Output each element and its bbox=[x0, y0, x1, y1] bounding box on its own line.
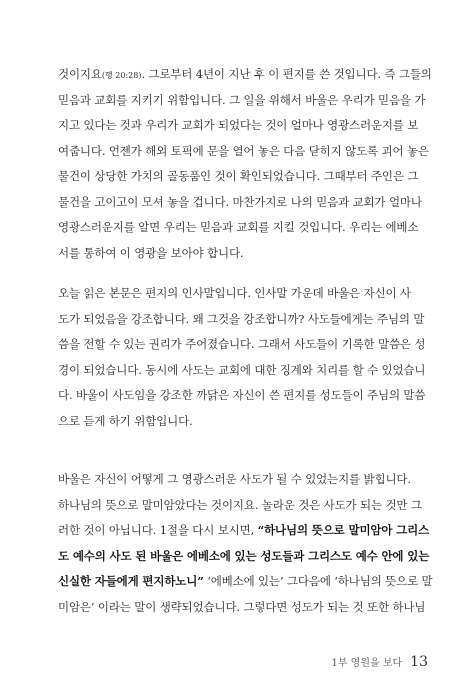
text-segment: 영광스러운지를 알면 우리는 믿음과 교회를 지킬 것입니다. 우리는 에베소 bbox=[58, 220, 419, 234]
text-segment: 도가 되었음을 강조합니다. 왜 그것을 강조합니까? 사도들에게는 주님의 말 bbox=[58, 311, 425, 326]
text-segment: 물건을 고이고이 모셔 놓을 겁니다. 마찬가지로 나의 믿음과 교회가 얼마나 bbox=[58, 194, 422, 209]
emphasized-quote: 신실한 자들에게 편지하노니” bbox=[58, 574, 204, 588]
text-segment: 바울은 자신이 어떻게 그 영광스러운 사도가 될 수 있었는지를 밝힙니다. bbox=[58, 472, 411, 486]
emphasized-quote: “하나님의 뜻으로 말미암아 그리스 bbox=[257, 523, 430, 537]
text-line bbox=[58, 241, 432, 267]
text-line bbox=[58, 88, 432, 114]
text-line bbox=[58, 215, 432, 241]
paragraph-3 bbox=[58, 467, 433, 620]
text-segment: 경이 되었습니다. 동시에 사도는 교회에 대한 징계와 치리를 할 수 있었습니 bbox=[58, 362, 426, 377]
emphasized-quote: 도 예수의 사도 된 바울은 에베소에 있는 성도들과 그리스도 예수 안에 있는 bbox=[58, 548, 430, 563]
text-line bbox=[58, 493, 433, 519]
text-segment: 러한 것이 아닙니다. 1절을 다시 보시면, bbox=[58, 523, 258, 537]
text-line bbox=[58, 358, 425, 384]
text-line bbox=[58, 518, 433, 544]
text-segment: 으로 듣게 하기 위함입니다. bbox=[58, 413, 193, 428]
text-line bbox=[58, 544, 433, 570]
text-line bbox=[58, 569, 433, 595]
text-line bbox=[58, 383, 425, 409]
text-segment: 물건이 상당한 가치의 골동품인 것이 확인되었습니다. 그때부터 주인은 그 bbox=[58, 169, 419, 183]
paragraph-1 bbox=[58, 62, 432, 266]
text-segment: 것이지요 bbox=[58, 67, 102, 81]
text-line bbox=[58, 595, 433, 621]
text-line bbox=[58, 332, 425, 358]
text-line bbox=[58, 62, 432, 88]
text-segment: 다. 바울이 사도임을 강조한 까닭은 자신이 쓴 편지를 성도들이 주님의 말씀 bbox=[58, 388, 426, 402]
text-segment: 씀을 전할 수 있는 권리가 주어졌습니다. 그래서 사도들이 기록한 말씀은 성 bbox=[58, 337, 426, 351]
text-line bbox=[58, 409, 425, 435]
text-line bbox=[58, 164, 432, 190]
text-segment: 서를 통하여 이 영광을 보아야 합니다. bbox=[58, 245, 244, 260]
text-segment: 지고 있다는 것과 우리가 교회가 되었다는 것이 얼마나 영광스러운지를 보 bbox=[58, 118, 419, 132]
text-line bbox=[58, 281, 425, 307]
scripture-reference: (행 20:28) bbox=[101, 71, 142, 80]
running-title: 1부 영원을 보다 bbox=[331, 658, 403, 669]
text-line bbox=[58, 113, 432, 139]
text-segment: 믿음과 교회를 지키기 위함입니다. 그 일을 위해서 바울은 우리가 믿음을 가 bbox=[58, 92, 426, 107]
text-line bbox=[58, 307, 425, 333]
text-segment: 오늘 읽은 본문은 편지의 인사말입니다. 인사말 가운데 바울은 자신이 사 bbox=[58, 286, 411, 300]
page-footer bbox=[331, 654, 428, 670]
text-line bbox=[58, 139, 432, 165]
text-segment: . 그로부터 4년이 지난 후 이 편지를 쓴 것입니다. 즉 그들의 bbox=[141, 67, 432, 81]
text-segment: 미암은’ 이라는 말이 생략되었습니다. 그렇다면 성도가 되는 것 또한 하나님 bbox=[58, 599, 426, 614]
paragraph-2 bbox=[58, 281, 425, 434]
text-line bbox=[58, 467, 433, 493]
text-line bbox=[58, 190, 432, 216]
text-segment: 하나님의 뜻으로 말미암았다는 것이지요. 놀라운 것은 사도가 되는 것만 그 bbox=[58, 497, 422, 512]
text-segment: ‘에베소에 있는’ 그다음에 ‘하나님의 뜻으로 말 bbox=[203, 574, 433, 588]
page-number: 13 bbox=[410, 654, 428, 670]
text-segment: 여줍니다. 언젠가 해외 토픽에 문을 열어 놓은 다음 닫히지 않도록 괴어 놓은 bbox=[58, 143, 429, 158]
